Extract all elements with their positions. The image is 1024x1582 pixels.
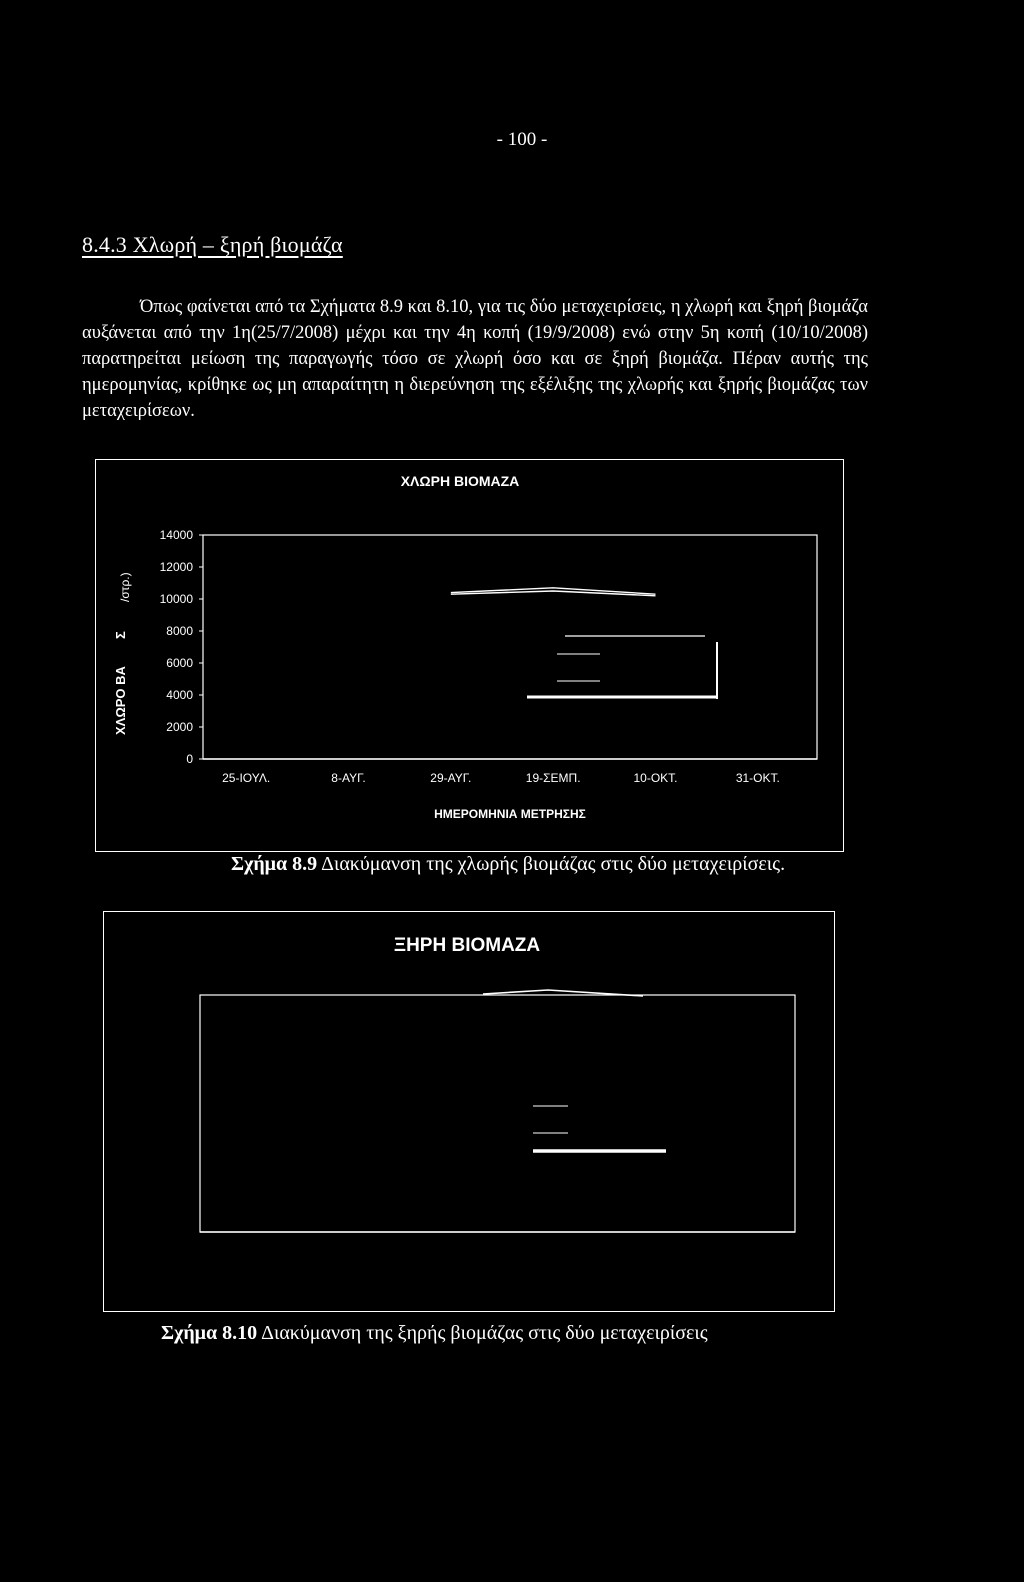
- chart1-x-tick-label: 19-ΣΕΜΠ.: [525, 771, 581, 785]
- chart1-svg: [95, 459, 844, 852]
- chart1-title: ΧΛΩΡΗ ΒΙΟΜΑΖΑ: [400, 473, 520, 489]
- chart1-y-label-unit: /στρ.): [118, 572, 132, 602]
- chart1-x-tick-label: 31-ΟΚΤ.: [735, 771, 780, 785]
- section-heading: 8.4.3 Χλωρή – ξηρή βιομάζα: [82, 232, 343, 257]
- figure2-caption-text: Διακύμανση της ξηρής βιομάζας στις δύο μεταχειρίσεις: [261, 1322, 708, 1344]
- page-number: - 100 -: [496, 129, 548, 150]
- chart2-title: ΞΗΡΗ ΒΙΟΜΑΖΑ: [393, 935, 541, 956]
- figure1-caption-label: Σχήμα 8.9: [231, 853, 318, 875]
- chart1-y-tick-label: 8000: [166, 624, 193, 638]
- chart2-svg: [103, 911, 835, 1312]
- chart1-plot-area: [160, 528, 817, 785]
- chart1-y-tick-label: 4000: [166, 688, 193, 702]
- chart1-x-tick-label: 29-ΑΥΓ.: [430, 771, 472, 785]
- chart1-x-tick-label: 25-ΙΟΥΛ.: [222, 771, 271, 785]
- chart1-y-label-mid: Σ: [113, 631, 128, 639]
- chart1-y-axis-label: [113, 572, 132, 735]
- chart1-x-tick-label: 10-ΟΚΤ.: [633, 771, 678, 785]
- chart1-x-tick-label: 8-ΑΥΓ.: [331, 771, 366, 785]
- body-paragraph: Όπως φαίνεται από τα Σχήματα 8.9 και 8.10, για τις δύο μεταχειρίσεις, η χλωρή και ξηρή βιομάζα αυξάνεται από την 1η(25/7/2008) μέχρι και την 4η κοπή (19/9/2008) ενώ στην 5η κοπή (10/10/2008) παρατηρείται μείωση της παραγωγής τόσο σε χλωρή όσο και σε ξηρή βιομάζα. Πέραν αυτής της ημερομηνίας, κρίθηκε ως μη απαραίτητη η διερεύνηση της εξέλιξης της χλωρής και ξηρής βιομάζας των μεταχειρίσεων.: [82, 297, 868, 421]
- chart1-y-tick-label: 12000: [159, 560, 193, 574]
- chart1-x-axis-label: ΗΜΕΡΟΜΗΝΙΑ ΜΕΤΡΗΣΗΣ: [434, 807, 586, 821]
- figure2-caption: [161, 1322, 708, 1345]
- chart1-plot-border: [203, 535, 817, 759]
- chart1-y-tick-label: 10000: [159, 592, 193, 606]
- chart1-y-tick-label: 0: [186, 752, 193, 766]
- chart1-y-tick-label: 2000: [166, 720, 193, 734]
- figure2-caption-label: Σχήμα 8.10: [161, 1322, 258, 1344]
- figure1-caption-text: Διακύμανση της χλωρής βιομάζας στις δύο μεταχειρίσεις.: [321, 853, 786, 875]
- figure1-caption: [231, 853, 785, 876]
- chart1-y-label-main: ΧΛΩΡΟ ΒΑ: [113, 666, 128, 735]
- chart2-plot-border: [200, 995, 795, 1232]
- chart2-plot-area: [200, 990, 795, 1232]
- chart1-y-tick-label: 14000: [159, 528, 193, 542]
- chart1-y-tick-label: 6000: [166, 656, 193, 670]
